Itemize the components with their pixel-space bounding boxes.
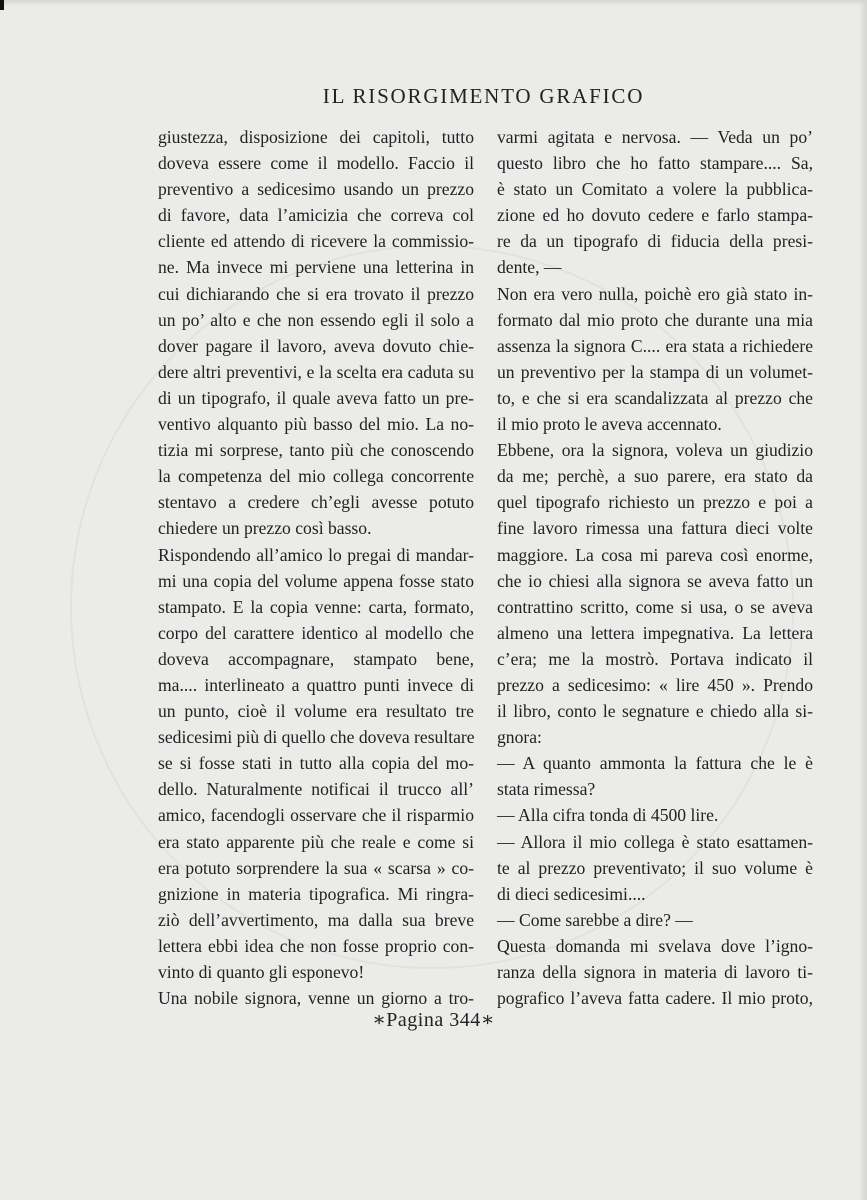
text-line: re da un tipografo di fiducia della presi- bbox=[497, 231, 813, 252]
text-column-left bbox=[158, 124, 474, 1011]
text-line: lettera ebbi idea che non fosse proprio con- bbox=[158, 935, 474, 956]
text-line: cui dichiarando che si era trovato il prezzo bbox=[158, 283, 474, 304]
text-line: Una nobile signora, venne un giorno a tro- bbox=[158, 988, 474, 1009]
text-line: dover pagare il lavoro, aveva dovuto chie- bbox=[158, 335, 474, 356]
text-line: un preventivo per la stampa di un volumet- bbox=[497, 361, 813, 382]
text-line: — Allora il mio collega è stato esattamen- bbox=[497, 831, 813, 852]
text-line: il mio proto le aveva accennato. bbox=[497, 414, 722, 435]
text-line: chiedere un prezzo così basso. bbox=[158, 518, 372, 539]
text-line: doveva essere come il modello. Faccio il bbox=[158, 153, 474, 174]
text-line: un po’ alto e che non essendo egli il solo a bbox=[158, 309, 474, 330]
text-line: stata rimessa? bbox=[497, 779, 596, 800]
text-line: almeno una lettera impegnativa. La lettera bbox=[497, 622, 813, 643]
running-title: IL RISORGIMENTO GRAFICO bbox=[322, 84, 645, 108]
page-number: ∗Pagina 344∗ bbox=[372, 1009, 495, 1031]
text-line: doveva accompagnare, stampato bene, bbox=[158, 648, 474, 669]
text-line: preventivo a sedicesimo usando un prezzo bbox=[158, 179, 474, 200]
text-line: — A quanto ammonta la fattura che le è bbox=[497, 753, 813, 774]
text-line: mi una copia del volume appena fosse stato bbox=[158, 570, 474, 591]
text-line: ventivo alquanto più basso del mio. La no- bbox=[158, 414, 474, 435]
text-line: quel tipografo richiesto un prezzo e poi a bbox=[497, 492, 813, 513]
scan-corner-mark bbox=[0, 0, 4, 10]
text-line: se si fosse stati in tutto alla copia del mo- bbox=[158, 753, 474, 774]
text-line: assenza la signora C.... era stata a richiedere bbox=[497, 335, 813, 356]
text-line: giustezza, disposizione dei capitoli, tutto bbox=[158, 127, 474, 147]
text-line: zione ed ho dovuto cedere e farlo stampa- bbox=[497, 205, 813, 226]
text-line: dente, — bbox=[497, 257, 562, 278]
text-line: stampato. E la copia venne: carta, formato, bbox=[158, 596, 474, 617]
text-line: vinto di quanto gli esponevo! bbox=[158, 962, 365, 982]
text-line: ranza della signora in materia di lavoro ti- bbox=[497, 962, 813, 982]
text-line: da me; perchè, a suo parere, era stato da bbox=[497, 466, 813, 487]
text-line: stentavo a credere ch’egli avesse potuto bbox=[158, 492, 474, 513]
text-line: varmi agitata e nervosa. — Veda un po’ bbox=[497, 127, 813, 147]
text-line: ma.... interlineato a quattro punti invece di bbox=[158, 674, 474, 695]
text-line: il libro, conto le segnature e chiedo alla si- bbox=[497, 701, 813, 722]
text-line: gnora: bbox=[497, 727, 542, 748]
text-line: Rispondendo all’amico lo pregai di mandar- bbox=[158, 544, 474, 565]
text-line: te al prezzo preventivato; il suo volume è bbox=[497, 857, 813, 878]
text-line: è stato un Comitato a volere la pubblica- bbox=[497, 179, 813, 200]
text-line: c’era; me la mostrò. Portava indicato il bbox=[497, 648, 813, 669]
text-line: to, e che si era scandalizzata al prezzo che bbox=[497, 387, 813, 408]
text-line: corpo del carattere identico al modello che bbox=[158, 622, 474, 643]
text-line: contrattino scritto, come si usa, o se aveva bbox=[497, 596, 813, 617]
text-line: era stato apparente più che reale e come si bbox=[158, 831, 474, 852]
text-column-right bbox=[497, 124, 813, 1011]
text-line: di dieci sedicesimi.... bbox=[497, 883, 646, 904]
scan-top-edge bbox=[0, 0, 867, 6]
text-line: fine lavoro rimessa una fattura dieci volte bbox=[497, 518, 813, 539]
text-line: sedicesimi più di quello che doveva resultare bbox=[158, 727, 475, 748]
text-line: amico, facendogli osservare che il risparmio bbox=[158, 805, 474, 826]
text-line: formato dal mio proto che durante una mia bbox=[497, 309, 813, 330]
text-line: di favore, data l’amicizia che correva col bbox=[158, 205, 474, 226]
text-line: Ebbene, ora la signora, voleva un giudizio bbox=[497, 440, 813, 461]
text-line: dere altri preventivi, e la scelta era caduta su bbox=[158, 361, 474, 382]
text-line: tizia mi sorprese, tanto più che conoscendo bbox=[158, 440, 474, 461]
text-line: cliente ed attendo di ricevere la commissio- bbox=[158, 231, 474, 252]
text-line: dello. Naturalmente notificai il trucco all’ bbox=[158, 779, 474, 800]
text-line: la competenza del mio collega concorrente bbox=[158, 466, 474, 487]
text-line: — Alla cifra tonda di 4500 lire. bbox=[497, 805, 719, 826]
text-line: Non era vero nulla, poichè ero già stato in- bbox=[497, 283, 813, 304]
text-line: che io chiesi alla signora se aveva fatto un bbox=[497, 570, 813, 591]
text-line: Questa domanda mi svelava dove l’igno- bbox=[497, 935, 813, 956]
text-line: — Come sarebbe a dire? — bbox=[497, 909, 693, 930]
text-line: questo libro che ho fatto stampare.... Sa, bbox=[497, 153, 813, 174]
text-line: ziò dell’avvertimento, ma dalla sua breve bbox=[158, 909, 474, 930]
text-line: prezzo a sedicesimo: « lire 450 ». Prendo bbox=[497, 674, 813, 695]
text-line: maggiore. La cosa mi pareva così enorme, bbox=[497, 544, 813, 565]
text-line: pografico l’aveva fatta cadere. Il mio proto, bbox=[497, 988, 813, 1009]
text-line: un punto, cioè il volume era resultato tre bbox=[158, 701, 474, 722]
text-line: ne. Ma invece mi perviene una letterina in bbox=[158, 257, 474, 278]
text-line: di un tipografo, il quale aveva fatto un pre- bbox=[158, 387, 474, 408]
text-line: era potuto sorprendere la sua « scarsa » co- bbox=[158, 857, 474, 878]
text-line: gnizione in materia tipografica. Mi ringra- bbox=[158, 883, 474, 904]
